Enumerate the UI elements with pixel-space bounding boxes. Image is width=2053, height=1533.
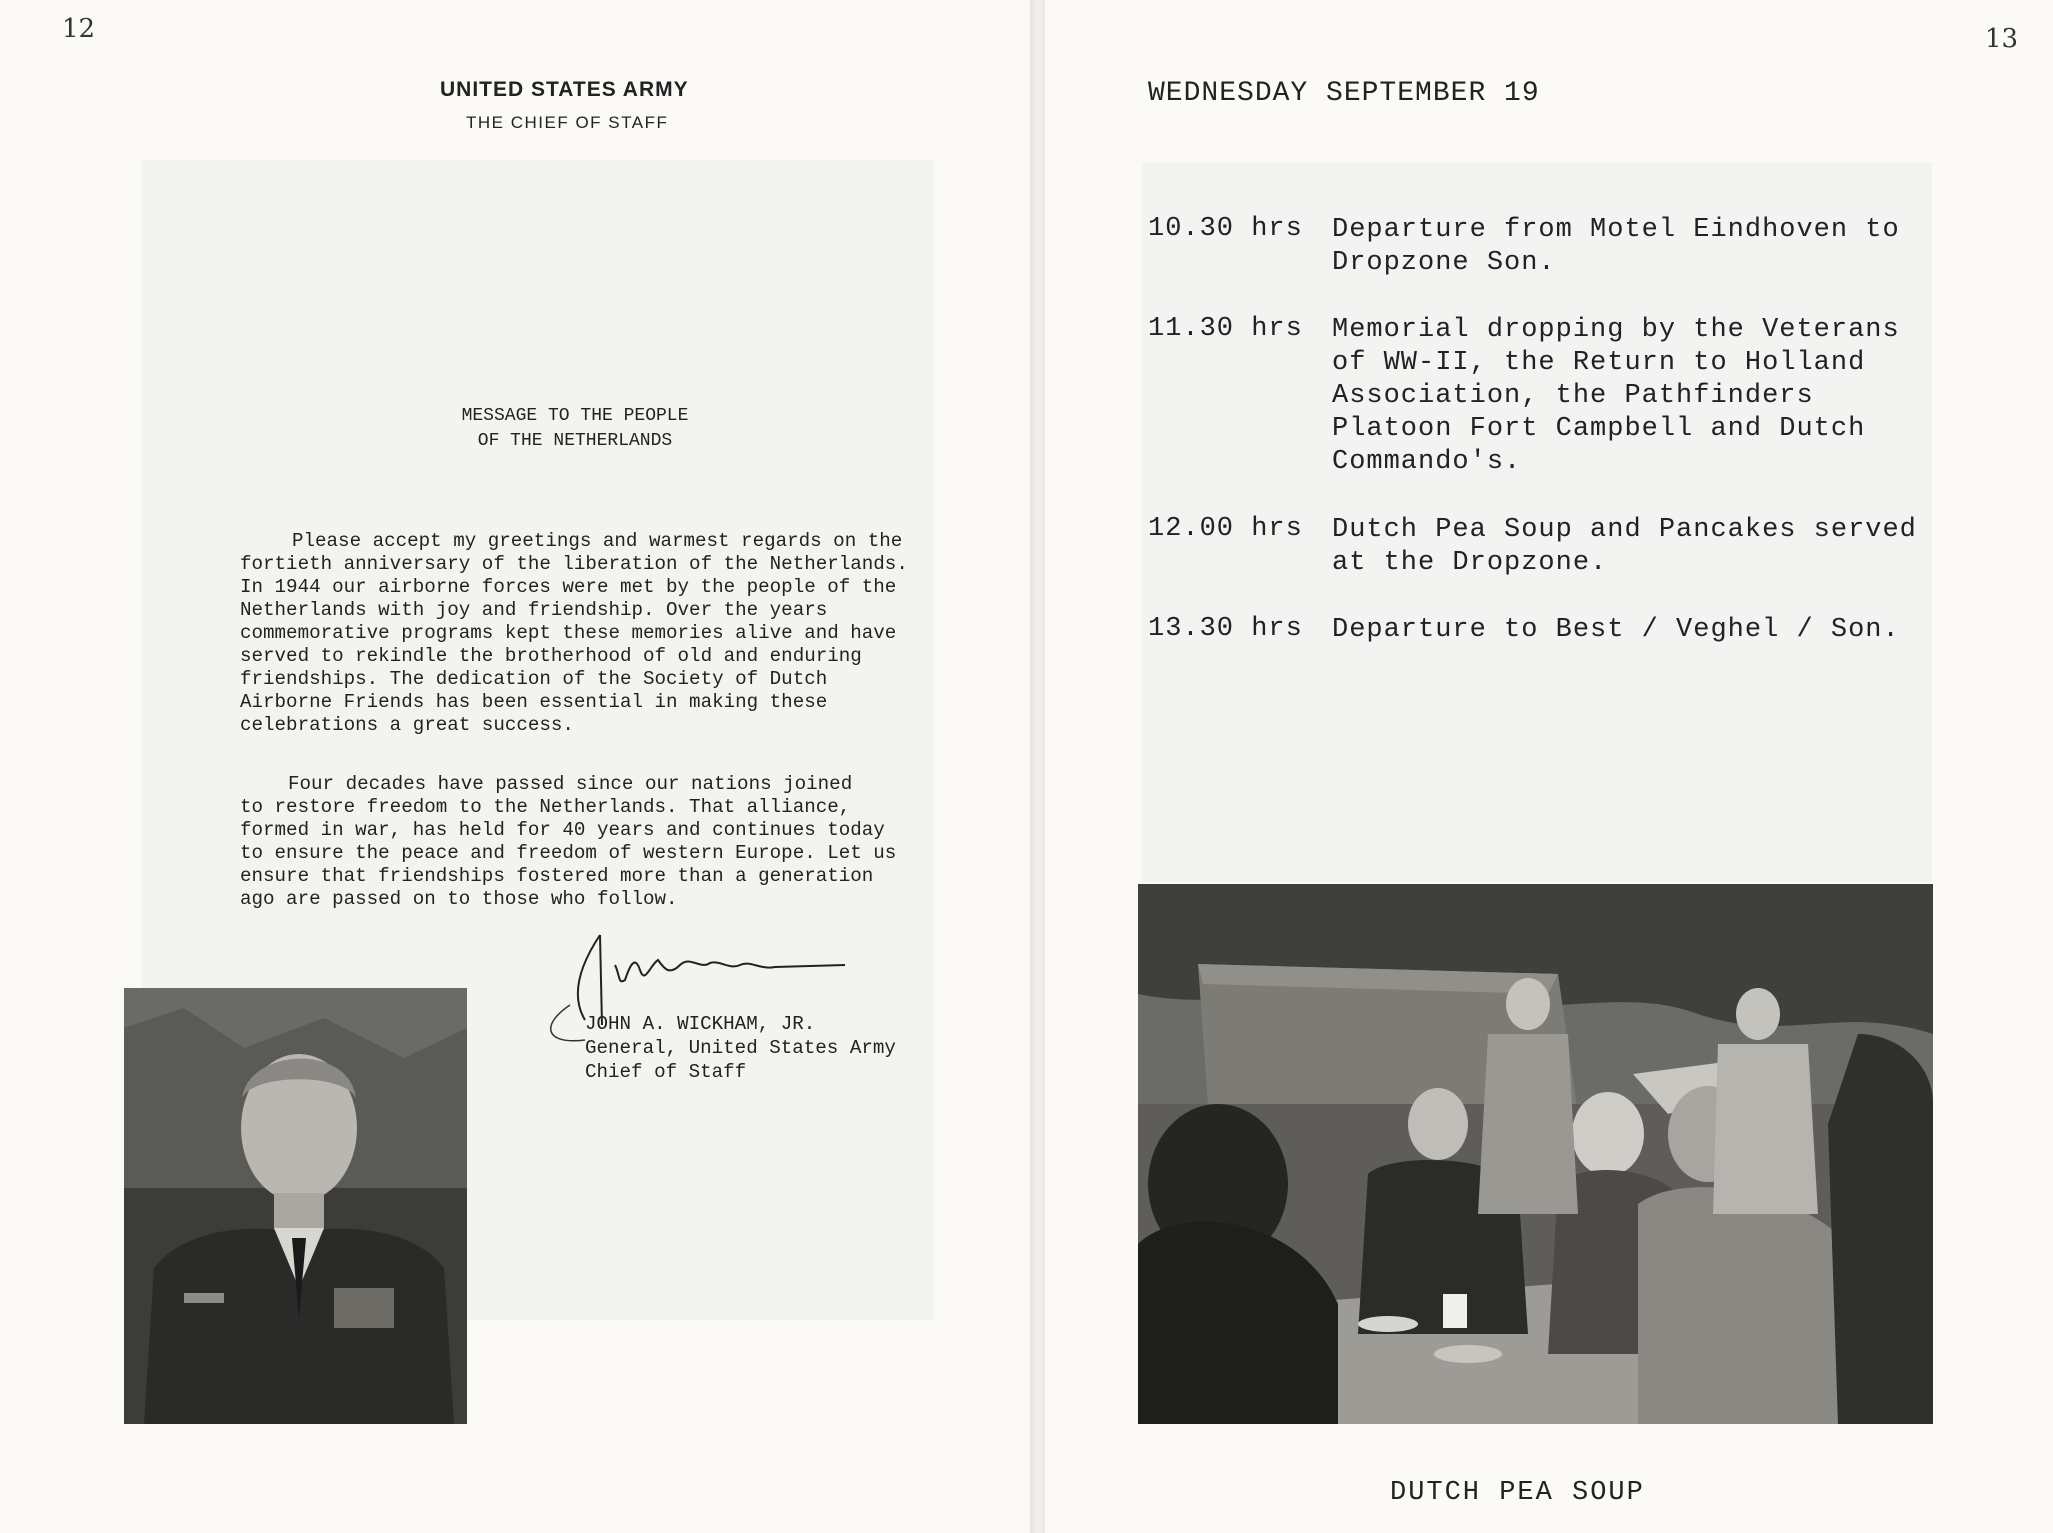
event-photo-illustration — [1138, 884, 1933, 1424]
letter-line: Netherlands with joy and friendship. Over the years — [240, 599, 828, 621]
letter-line: Four decades have passed since our nations joined — [288, 773, 853, 795]
schedule-line: Commando's. — [1332, 447, 1522, 477]
letter-line: ensure that friendships fostered more than a generation — [240, 865, 874, 887]
portrait-photo — [124, 988, 467, 1424]
book-gutter — [1030, 0, 1045, 1533]
schedule-line: at the Dropzone. — [1332, 548, 1608, 578]
schedule-time: 13.30 hrs — [1148, 614, 1303, 644]
letter-line: to ensure the peace and freedom of western Europe. Let us — [240, 842, 897, 864]
letter-line: Airborne Friends has been essential in making these — [240, 691, 828, 713]
message-title — [400, 404, 750, 454]
schedule-item — [1332, 614, 1972, 647]
signer-name: JOHN A. WICKHAM, JR. — [585, 1013, 816, 1035]
schedule-day-title: WEDNESDAY SEPTEMBER 19 — [1148, 78, 1540, 109]
schedule-line: Dropzone Son. — [1332, 248, 1556, 278]
schedule-time: 10.30 hrs — [1148, 214, 1303, 244]
letter-line: Please accept my greetings and warmest regards on the — [292, 530, 903, 552]
schedule-item — [1332, 214, 1972, 280]
page-number-left: 12 — [62, 14, 96, 44]
schedule-line: Platoon Fort Campbell and Dutch — [1332, 414, 1866, 444]
letter-line: to restore freedom to the Netherlands. That alliance, — [240, 796, 851, 818]
schedule-line: Dutch Pea Soup and Pancakes served — [1332, 515, 1917, 545]
signature-block — [585, 1012, 896, 1084]
letter-line: fortieth anniversary of the liberation of the Netherlands. — [240, 553, 908, 575]
letter-line: commemorative programs kept these memories alive and have — [240, 622, 897, 644]
message-title-line2: OF THE NETHERLANDS — [477, 431, 673, 451]
photo-caption: DUTCH PEA SOUP — [1390, 1478, 1645, 1508]
signer-position: Chief of Staff — [585, 1061, 747, 1083]
schedule-time: 11.30 hrs — [1148, 314, 1303, 344]
dutch-pea-soup-photo — [1138, 884, 1933, 1424]
message-title-line1: MESSAGE TO THE PEOPLE — [461, 406, 689, 426]
letter-paragraph-2 — [240, 773, 950, 911]
letterhead-subtitle: THE CHIEF OF STAFF — [466, 113, 669, 132]
letterhead-title: UNITED STATES ARMY — [440, 78, 689, 101]
letter-line: In 1944 our airborne forces were met by the people of the — [240, 576, 897, 598]
schedule-line: of WW-II, the Return to Holland — [1332, 348, 1866, 378]
portrait-illustration — [124, 988, 467, 1424]
letter-line: celebrations a great success. — [240, 714, 574, 736]
schedule-line: Departure to Best / Veghel / Son. — [1332, 615, 1900, 645]
letter-line: ago are passed on to those who follow. — [240, 888, 678, 910]
schedule-line: Memorial dropping by the Veterans — [1332, 315, 1900, 345]
letter-line: formed in war, has held for 40 years and continues today — [240, 819, 885, 841]
page-number-right: 13 — [1985, 24, 2019, 54]
schedule-line: Departure from Motel Eindhoven to — [1332, 215, 1900, 245]
schedule-line: Association, the Pathfinders — [1332, 381, 1814, 411]
schedule-item — [1332, 514, 1992, 580]
schedule-item — [1332, 314, 1972, 479]
letter-line: served to rekindle the brotherhood of old and enduring — [240, 645, 862, 667]
schedule-time: 12.00 hrs — [1148, 514, 1303, 544]
letter-paragraph-1 — [240, 530, 950, 737]
letter-line: friendships. The dedication of the Society of Dutch — [240, 668, 828, 690]
signer-title: General, United States Army — [585, 1037, 896, 1059]
